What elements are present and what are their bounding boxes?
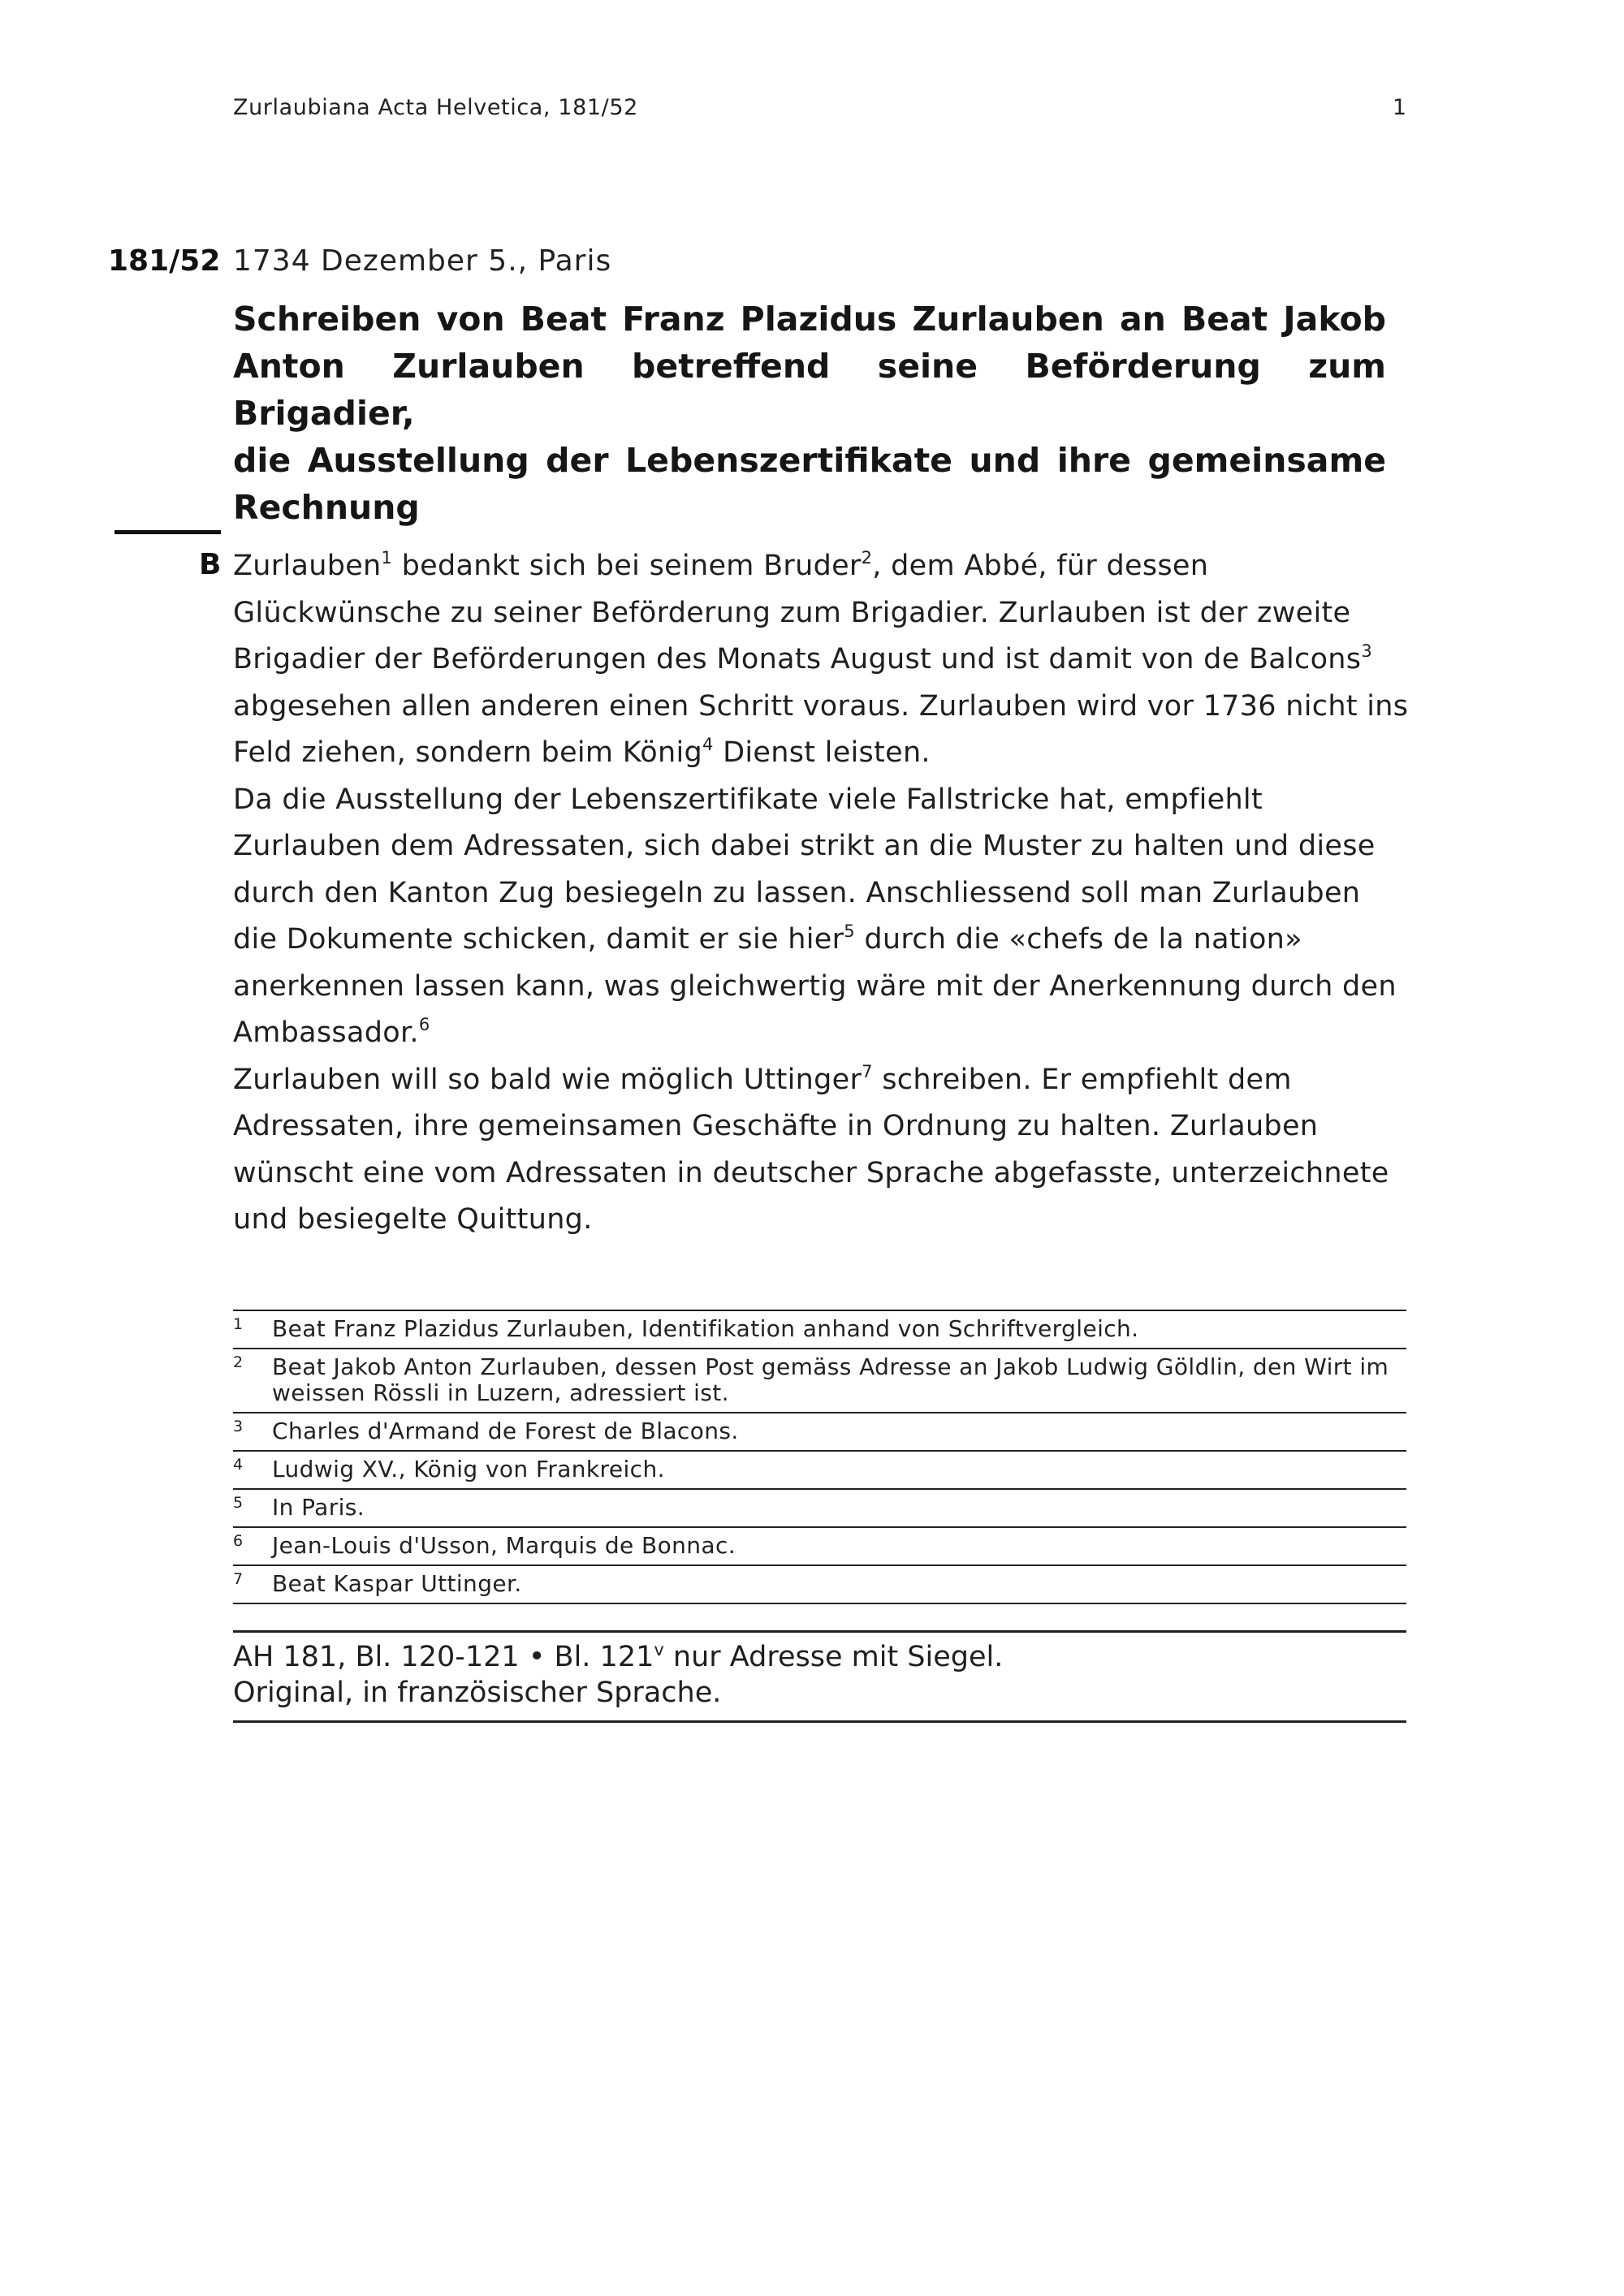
running-title: Zurlaubiana Acta Helvetica, 181/52 (233, 95, 638, 120)
footnote-text: Charles d'Armand de Forest de Blacons. (272, 1418, 739, 1444)
footnote-item (233, 1566, 1406, 1604)
summary-text (233, 543, 1419, 1244)
footnote-ref[interactable]: 1 (381, 548, 393, 568)
footnote-text: Ludwig XV., König von Frankreich. (272, 1456, 665, 1482)
document-date-place: 1734 Dezember 5., Paris (233, 244, 612, 278)
summary-line: durch den Kanton Zug besiegeln zu lassen. Anschliessend soll man Zurlauben (233, 876, 1361, 909)
summary-line: abgesehen allen anderen einen Schritt voraus. Zurlauben wird vor 1736 nicht ins (233, 689, 1409, 723)
summary-line: die Dokumente schicken, damit er sie hier$^5$ durch die «chefs de la nation» (233, 921, 1302, 956)
summary-line: und besiegelte Quittung. (233, 1203, 593, 1236)
footnote-ref[interactable]: 3 (1361, 641, 1372, 661)
footnotes-list (233, 1310, 1406, 1604)
source-line: AH 181, Bl. 120-121 • Bl. 121$^v$ nur Adresse mit Siegel. (233, 1640, 1004, 1673)
footnote-ref[interactable]: 5 (844, 921, 855, 941)
summary-line: Adressaten, ihre gemeinsamen Geschäfte in Ordnung zu halten. Zurlauben (233, 1110, 1319, 1142)
heading-line: Anton Zurlauben betreffend seine Beförderung zum Brigadier, (233, 347, 1386, 433)
footnote-number: 5 (233, 1494, 244, 1512)
footnote-ref[interactable]: 7 (862, 1061, 873, 1081)
footnote-text: In Paris. (272, 1494, 365, 1521)
heading-line: Rechnung (233, 488, 420, 527)
running-header (233, 95, 1406, 127)
summary-line: Da die Ausstellung der Lebenszertifikate viele Fallstricke hat, empfiehlt (233, 783, 1263, 816)
footnote-number: 3 (233, 1418, 244, 1435)
heading-line: die Ausstellung der Lebenszertifikate und ihre gemeinsame (233, 441, 1386, 480)
footnote-ref[interactable]: 2 (861, 548, 873, 568)
footnote-item (233, 1490, 1406, 1528)
heading-line: Schreiben von Beat Franz Plazidus Zurlauben an Beat Jakob (233, 300, 1386, 339)
summary-line: Zurlauben will so bald wie möglich Uttinger$^7$ schreiben. Er empfiehlt dem (233, 1061, 1292, 1096)
footnote-text: Jean-Louis d'Usson, Marquis de Bonnac. (272, 1532, 736, 1559)
margin-mark: B (199, 548, 222, 581)
footnote-item (233, 1349, 1406, 1413)
document-heading (233, 296, 1386, 531)
footnote-ref[interactable]: 6 (418, 1015, 430, 1034)
document-number: 181/52 (108, 244, 221, 278)
footnote-number: 6 (233, 1532, 244, 1550)
summary-line: Zurlauben dem Adressaten, sich dabei strikt an die Muster zu halten und diese (233, 830, 1376, 862)
footnote-item (233, 1413, 1406, 1452)
summary-line: Glückwünsche zu seiner Beförderung zum Brigadier. Zurlauben ist der zweite (233, 596, 1351, 629)
footnote-number: 4 (233, 1456, 244, 1474)
section-divider (114, 530, 221, 534)
footnote-text: Beat Franz Plazidus Zurlauben, Identifikation anhand von Schriftvergleich. (272, 1315, 1139, 1342)
summary-line: wünscht eine vom Adressaten in deutscher Sprache abgefasste, unterzeichnete (233, 1156, 1389, 1189)
summary-line: Brigadier der Beförderungen des Monats August und ist damit von de Balcons$^3$ (233, 641, 1372, 675)
source-note (233, 1630, 1406, 1723)
footnote-number: 7 (233, 1570, 244, 1588)
footnote-text: Beat Kaspar Uttinger. (272, 1570, 522, 1597)
page-number: 1 (1392, 95, 1406, 120)
footnote-text: Beat Jakob Anton Zurlauben, dessen Post gemäss Adresse an Jakob Ludwig Göldlin, den Wirt im weissen Rössli in Luzern, adressiert ist. (272, 1353, 1389, 1406)
footnote-number: 1 (233, 1315, 244, 1333)
summary-line: Zurlauben$^1$ bedankt sich bei seinem Bruder$^2$, dem Abbé, für dessen (233, 548, 1209, 582)
footnote-item (233, 1452, 1406, 1490)
summary-line: Feld ziehen, sondern beim König$^4$ Dienst leisten. (233, 735, 931, 769)
footnote-item (233, 1311, 1406, 1349)
footnote-ref[interactable]: 4 (702, 735, 714, 754)
footnote-item (233, 1528, 1406, 1566)
summary-line: anerkennen lassen kann, was gleichwertig wäre mit der Anerkennung durch den (233, 969, 1397, 1003)
summary-line: Ambassador.$^6$ (233, 1015, 430, 1049)
source-line: Original, in französischer Sprache. (233, 1677, 722, 1709)
verso-mark: v (654, 1640, 664, 1659)
footnote-number: 2 (233, 1353, 244, 1371)
